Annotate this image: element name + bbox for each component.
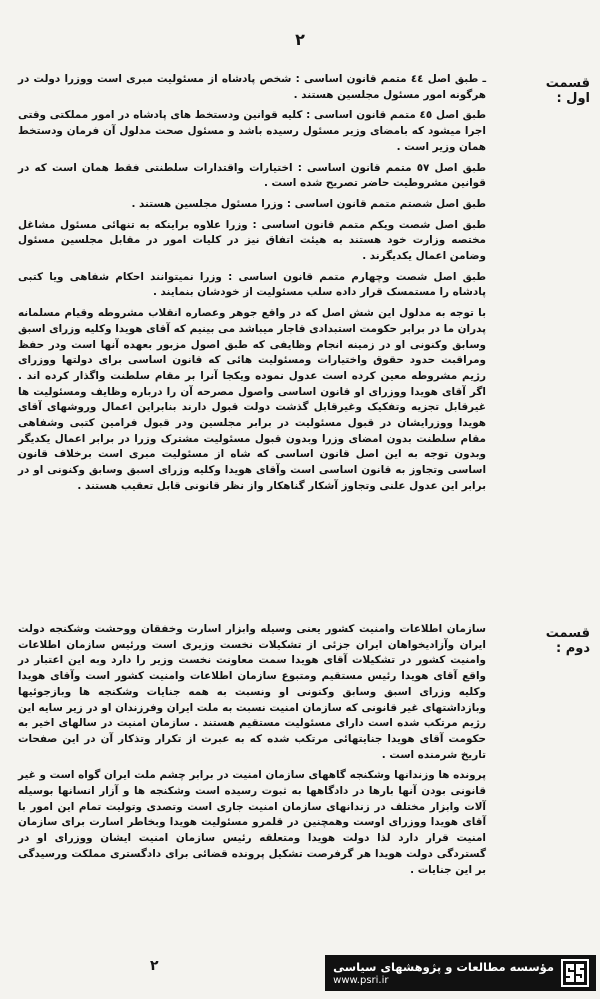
paragraph: طبق اصل ٤٥ متمم قانون اساسی : کلیه قوانین ودستخط های پادشاه در امور مملکتی وقتی اجرا میشود که بامضای وزیر مسئول رسیده باشد و مسئول صحت مدلول آن فرمان ودستخط همان وزیر است . (18, 109, 487, 153)
watermark-text (333, 960, 554, 987)
watermark-url: www.psri.ir (333, 974, 389, 986)
paragraph: سازمان اطلاعات وامنیت کشور یعنی وسیله وابزار اسارت وخفقان ووحشت وشکنجه دولت ایران وآزادیخواهان ایران جزئی از تشکیلات نخست وزیری است ورئیس سازمان اطلاعات وامنیت کشور در تشکیلات آقای هویدا سمت معاونت نخست وزیر را دارد وبه این اعتبار در واقع آقای هویدا رئیس مستقیم ومتبوع سازمان اطلاعات وامنیت کشور است وآقای هویدا وکلیه وزرای اسبق وسابق وکنونی او ونسبت به همه جنایات وشکنجه ها وبازجوئیها وبازداشتهای غیر قانونی که سازمان امنیت نسبت به ملت ایران وفرزندان او در زیر سایه این رژیم مرتکب شده است دارای مسئولیت مستقیم هستند . سازمان امنیت در سالهای اخیر به حکومت آقای هویدا جنایتهائی مرتکب شده که به عبرت از تکرار وتذکار آن در این صفحات تاریخ شرمنده است . (18, 623, 486, 761)
paragraph: طبق اصل شصت وچهارم متمم قانون اساسی : وزرا نمیتوانند احکام شفاهی ویا کتبی پادشاه را مستمسک قرار داده سلب مسئولیت از خودشان بنمایند . (18, 270, 486, 299)
page-number-top: ۲ (295, 30, 305, 49)
section-label-2: قسمت دوم : (545, 626, 590, 656)
section-label-1: قسمت اول : (545, 76, 590, 106)
paragraph: با توجه به مدلول این شش اصل که در واقع جوهر وعصاره انقلاب مشروطه وقیام مسلمانه پدران ما در برابر حکومت استبدادی قاجار میباشد می بینیم که آقای هویدا وکلیه وزرای اسبق وسابق وکنونی او در زمینه انجام وظایفی که طبق اصول مزبور بعهده آنها است ودر حفظ ومراقبت حدود حقوق واختیارات ومسئولیت هائی که قانون اساسی برای دولتها ووزرای رژیم مشروطه معین کرده است عدول نموده ویکجا آنرا بر مقام سلطنت واگذار کرده اند . اگر آقای هویدا ووزرای او قانون اساسی واصول مصرحه آن را درباره وظایف ومسئولیت ها غیرقابل تجزیه وتفکیک وغیرقابل گذشت دولت قبول دارند بنابراین اعمال وروشهای آقای هویدا ووزرایشان در قبول مسئولیت در برابر مجلسین ودر قبول فرامین کتبی وشفاهی مقام سلطنت بدون امضای وزرا وبدون قبول مسئولیت مشترک وزرا در برابر اعمال یکدیگر وبدون توجه به این اصل قانون اساسی که شاه از مسئولیت مبری است برخلاف قانون اساسی وتجاوز به قانون اساسی است وآقای هویدا وکلیه وزرای اسبق وسابق وکنونی او در برابر این عدول علنی وتجاوز آشکار گناهکار واز نظر قانونی قابل تعقیب هستند . (18, 307, 486, 492)
page-number-bottom: ۲ (150, 958, 159, 974)
paragraph: طبق اصل شصت ویکم متمم قانون اساسی : وزرا علاوه براینکه به تنهائی مسئول مشاغل مختصه وزارت خود هستند به هیئت اتفاق نیز در کلیات امور در مقابل مجلسین مسئول وضامن اعمال یکدیگرند . (18, 218, 486, 263)
institute-logo-icon (560, 958, 590, 988)
watermark (325, 955, 596, 991)
paragraph: طبق اصل شصتم متمم قانون اساسی : وزرا مسئول مجلسین هستند . (131, 197, 486, 210)
watermark-title: مؤسسه مطالعات و پژوهشهای سیاسی (333, 959, 554, 974)
section-body-2 (18, 622, 486, 883)
paragraph: پرونده ها وزندانها وشکنجه گاههای سازمان امنیت در برابر چشم ملت ایران گواه است و غیر قانونی بودن آنها بارها در دادگاهها به ثبوت رسیده است وشکنجه ها و آزار انسانها بوسیله آلات وابزار مختلف در زندانهای سازمان امنیت جاری است وتصدی وتولیت تمام این امور با آقای هویدا ووزرای اوست وهمچنین در قلمرو مسئولیت هویدا وبخاطر اسارت برای سازمان امنیت قرار دارد لذا دولت هویدا ومتعلقه رئیس سازمان امنیت ایشان ووزرای او در گستردگی دولت هویدا هر گرفرصت تشکیل پرونده قضائی برای دادگستری مملکت ورسیدگی بر این جنایات . (18, 769, 486, 876)
paragraph: ـ طبق اصل ٤٤ متمم قانون اساسی : شخص پادشاه از مسئولیت مبری است ووزرا دولت در هرگونه امور مسئول مجلسین هستند . (18, 73, 486, 101)
section-body-1 (18, 72, 486, 500)
paragraph: طبق اصل ٥٧ متمم قانون اساسی : اختیارات واقتدارات سلطنتی فقط همان است که در قوانین مشروطیت حاضر تصریح شده است . (18, 161, 486, 190)
